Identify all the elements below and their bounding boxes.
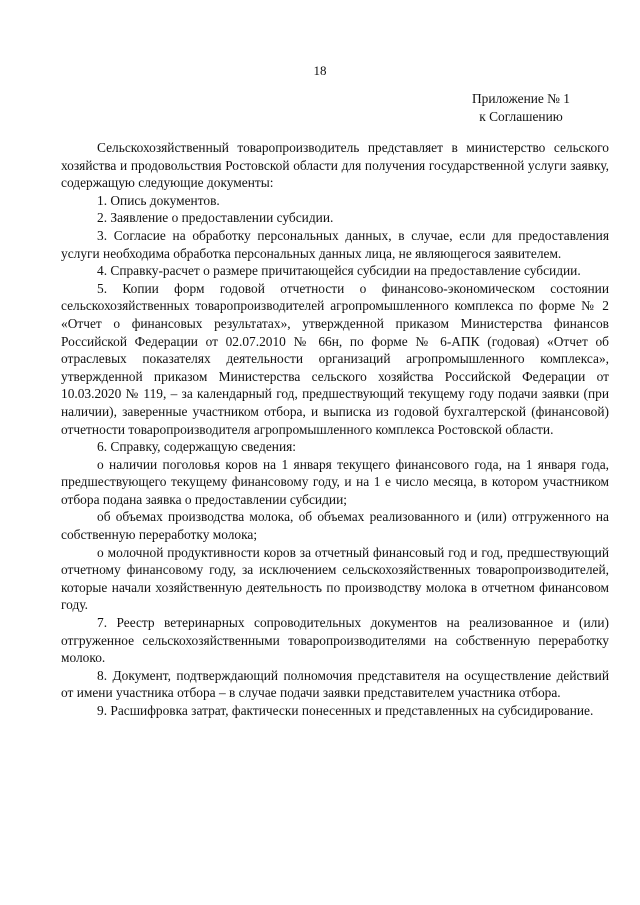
sub-item-milk-productivity: о молочной продуктивности коров за отчетный финансовый год и год, предшествующий отчетному финансовому году, за исключением сельскохозяйственных товаропроизводителей, которые начали хозяйственную деятельность по производству молока в отчетном финансовом году. bbox=[61, 544, 609, 613]
sub-item-cattle-count: о наличии поголовья коров на 1 января текущего финансового года, на 1 января года, предшествующего текущему финансовому году, и на 1 е число месяца, в котором участником отбора подана заявка о предоставлении субсидии; bbox=[61, 456, 609, 507]
sub-item-milk-volumes: об объемах производства молока, об объемах реализованного и (или) отгруженного на собственную переработку молока; bbox=[61, 509, 609, 543]
list-item-4: 4. Справку-расчет о размере причитающейся субсидии на предоставление субсидии. bbox=[97, 263, 581, 279]
appendix-reference: к Соглашению bbox=[479, 109, 563, 124]
appendix-title: Приложение № 1 bbox=[471, 91, 571, 106]
list-item-1: 1. Опись документов. bbox=[97, 192, 220, 208]
list-item-9: 9. Расшифровка затрат, фактически понесенных и представленных на субсидирование. bbox=[97, 703, 594, 718]
document-body bbox=[61, 139, 609, 720]
list-item-3: 3. Согласие на обработку персональных данных, в случае, если для предоставления услуги необходима обработка персональных данных лица, не являющегося заявителем. bbox=[61, 227, 609, 261]
page-number: 18 bbox=[313, 63, 327, 78]
appendix-heading bbox=[440, 90, 602, 126]
list-item-2: 2. Заявление о предоставлении субсидии. bbox=[97, 210, 334, 226]
intro-paragraph: Сельскохозяйственный товаропроизводитель представляет в министерство сельского хозяйства и продовольствия Ростовской области для получения государственной услуги заявку, содержащую следующие документы: bbox=[61, 140, 609, 191]
list-item-7: 7. Реестр ветеринарных сопроводительных документов на реализованное и (или) отгруженное сельскохозяйственными товаропроизводителями на собственную переработку молоко. bbox=[61, 615, 609, 666]
list-item-8: 8. Документ, подтверждающий полномочия представителя на осуществление действий от имени участника отбора – в случае подачи заявки представителем участника отбора. bbox=[61, 667, 609, 701]
list-item-5: 5. Копии форм годовой отчетности о финансово-экономическом состоянии сельскохозяйственных товаропроизводителей агропромышленного комплекса по форме № 2 «Отчет о финансовых результатах», утвержденной приказом Министерства финансов Российской Федерации от 02.07.2010 № 66н, по форме № 6-АПК (годовая) «Отчет об отраслевых показателях деятельности организаций агропромышленного комплекса», утвержденной приказом Министерства сельского хозяйства Российской Федерации от 10.03.2020 № 119, – за календарный год, предшествующий текущему году подачи заявки (при наличии), заверенные участником отбора, и выписка из годовой бухгалтерской (финансовой) отчетности товаропроизводителя агропромышленного комплекса Ростовской области. bbox=[61, 280, 609, 437]
list-item-6: 6. Справку, содержащую сведения: bbox=[97, 439, 296, 455]
